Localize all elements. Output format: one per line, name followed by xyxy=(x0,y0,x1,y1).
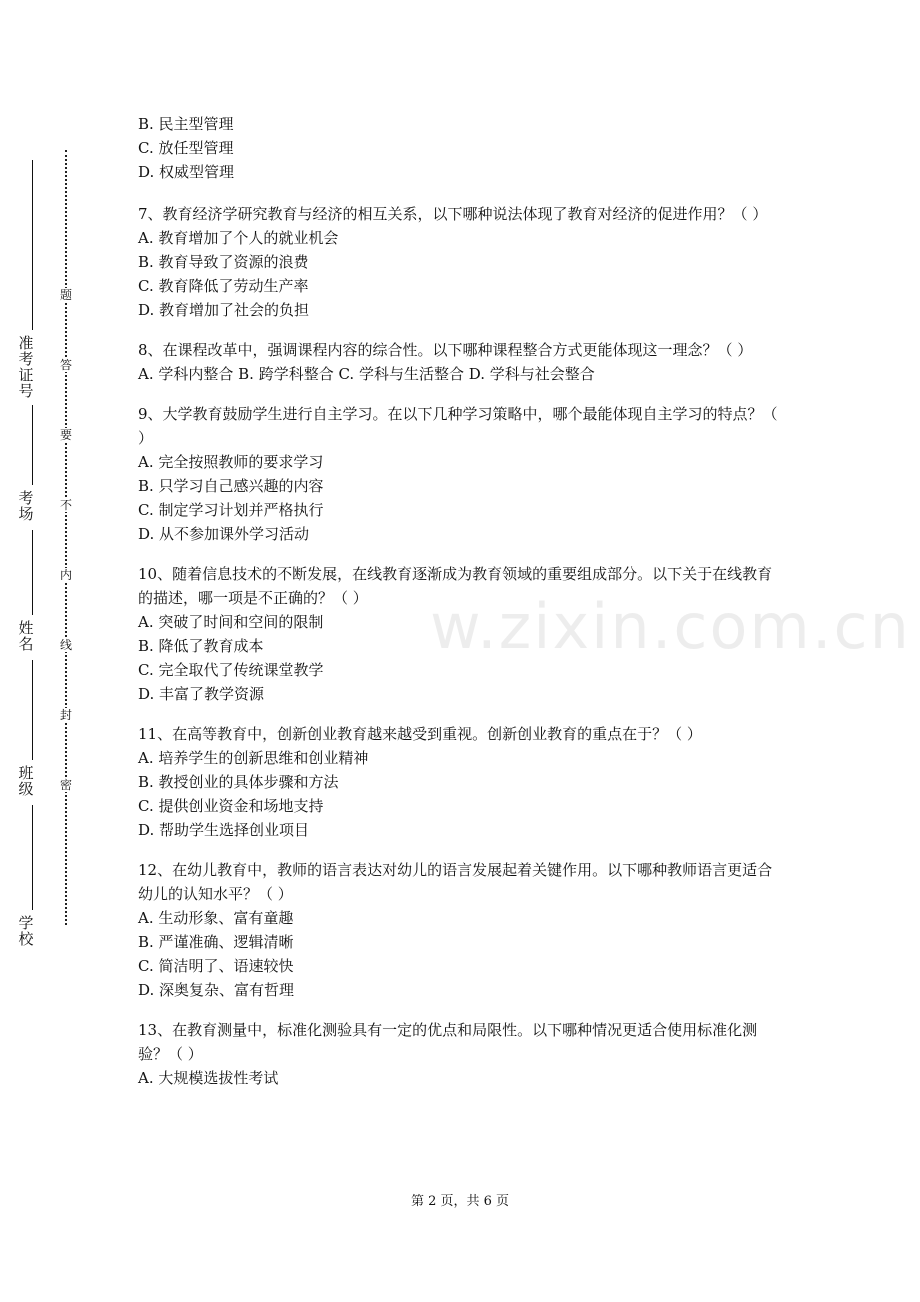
question-7 xyxy=(138,202,788,322)
option-c: C. 制定学习计划并严格执行 xyxy=(138,501,324,519)
field-exam-room: 考场 xyxy=(18,489,34,523)
option-a: A. 教育增加了个人的就业机会 xyxy=(138,229,339,247)
option-b: B. 只学习自己感兴趣的内容 xyxy=(138,477,324,495)
question-10 xyxy=(138,562,788,706)
question-stem: 9、大学教育鼓励学生进行自主学习。在以下几种学习策略中，哪个最能体现自主学习的特点？（ ） xyxy=(138,405,778,447)
question-11 xyxy=(138,722,788,842)
field-line xyxy=(32,530,33,615)
question-12 xyxy=(138,858,788,1002)
question-stem: 7、教育经济学研究教育与经济的相互关系，以下哪种说法体现了教育对经济的促进作用？（ ） xyxy=(138,205,768,223)
seal-char: 密 xyxy=(59,778,72,792)
option-b: B. 严谨准确、逻辑清晰 xyxy=(138,933,294,951)
question-stem: 10、随着信息技术的不断发展，在线教育逐渐成为教育领域的重要组成部分。以下关于在线教育的描述，哪一项是不正确的？（ ） xyxy=(138,565,773,607)
field-line xyxy=(32,805,33,910)
seal-char: 答 xyxy=(59,358,72,372)
seal-char: 线 xyxy=(59,638,72,652)
option-d: D. 帮助学生选择创业项目 xyxy=(138,821,310,839)
option-a: A. 大规模选拔性考试 xyxy=(138,1069,279,1087)
seal-char: 封 xyxy=(59,708,72,722)
option-c: C. 放任型管理 xyxy=(138,139,234,157)
question-stem: 8、在课程改革中，强调课程内容的综合性。以下哪种课程整合方式更能体现这一理念？（ ） xyxy=(138,341,753,359)
field-school: 学校 xyxy=(18,914,34,948)
option-d: D. 丰富了教学资源 xyxy=(138,685,265,703)
option-d: D. 权威型管理 xyxy=(138,163,235,181)
field-line xyxy=(32,660,33,760)
field-line xyxy=(32,405,33,485)
option-d: D. 从不参加课外学习活动 xyxy=(138,525,310,543)
option-d: D. 教育增加了社会的负担 xyxy=(138,301,310,319)
option-a: A. 完全按照教师的要求学习 xyxy=(138,453,324,471)
question-8 xyxy=(138,338,788,386)
option-c: C. 简洁明了、语速较快 xyxy=(138,957,294,975)
option-c: C. 完全取代了传统课堂教学 xyxy=(138,661,324,679)
question-stem: 11、在高等教育中，创新创业教育越来越受到重视。创新创业教育的重点在于？（ ） xyxy=(138,725,702,743)
question-9 xyxy=(138,402,788,546)
field-line xyxy=(32,160,33,330)
seal-dotted-line xyxy=(65,150,67,925)
seal-char: 内 xyxy=(59,568,72,582)
option-a: A. 生动形象、富有童趣 xyxy=(138,909,294,927)
watermark: w.zixin.com.cn xyxy=(430,590,911,663)
question-stem: 13、在教育测量中，标准化测验具有一定的优点和局限性。以下哪种情况更适合使用标准化测验？（ ） xyxy=(138,1021,758,1063)
field-name: 姓名 xyxy=(18,619,34,653)
question-content xyxy=(138,112,788,1090)
option-b: B. 教育导致了资源的浪费 xyxy=(138,253,309,271)
option-b: B. 教授创业的具体步骤和方法 xyxy=(138,773,339,791)
question-13 xyxy=(138,1018,788,1090)
seal-char: 题 xyxy=(59,288,72,302)
option-c: C. 提供创业资金和场地支持 xyxy=(138,797,324,815)
field-exam-number: 准考证号 xyxy=(18,334,34,400)
option-row: A. 学科内整合 B. 跨学科整合 C. 学科与生活整合 D. 学科与社会整合 xyxy=(138,365,595,383)
question-stem: 12、在幼儿教育中，教师的语言表达对幼儿的语言发展起着关键作用。以下哪种教师语言更适合幼儿的认知水平？（ ） xyxy=(138,861,773,903)
option-b: B. 民主型管理 xyxy=(138,115,234,133)
seal-char: 不 xyxy=(59,498,72,512)
option-b: B. 降低了教育成本 xyxy=(138,637,264,655)
option-d: D. 深奥复杂、富有哲理 xyxy=(138,981,295,999)
question-6-continued xyxy=(138,112,788,184)
option-a: A. 培养学生的创新思维和创业精神 xyxy=(138,749,369,767)
binding-strip xyxy=(0,0,110,1302)
field-class: 班级 xyxy=(18,764,34,798)
seal-char: 要 xyxy=(59,428,72,442)
page-footer: 第 2 页，共 6 页 xyxy=(410,1194,510,1209)
option-c: C. 教育降低了劳动生产率 xyxy=(138,277,309,295)
option-a: A. 突破了时间和空间的限制 xyxy=(138,613,324,631)
